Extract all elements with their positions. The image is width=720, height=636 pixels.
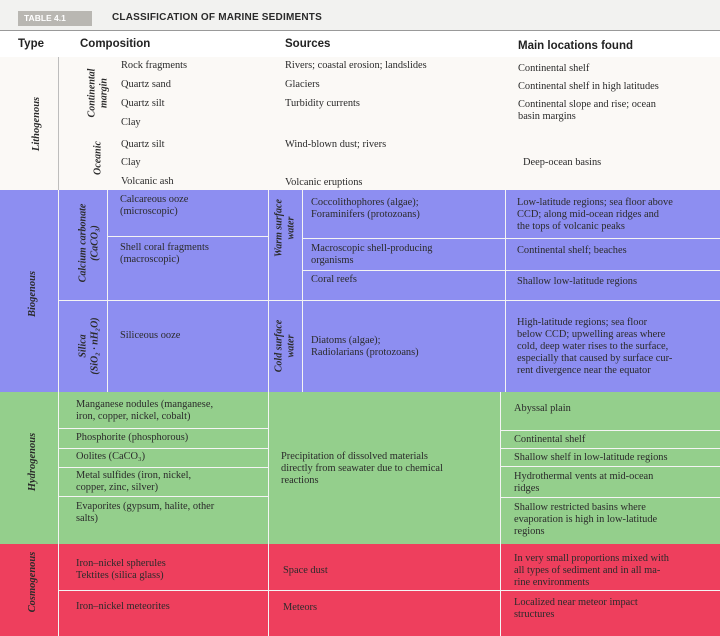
bio-row-line-shell — [107, 236, 268, 237]
header-sources: Sources — [285, 38, 331, 50]
sub-calcium-carbonate — [78, 204, 101, 283]
litho-clay: Clay — [121, 117, 141, 128]
litho-quartz-sand: Quartz sand — [121, 79, 171, 90]
title-bar — [0, 0, 720, 30]
hydro-metal-sulfides-2: copper, zinc, silver) — [76, 482, 159, 493]
litho-loc-shelf: Continental shelf — [518, 63, 590, 74]
sub-continental-margin-line-1: Continental — [86, 68, 98, 118]
hydro-row-line-2 — [58, 448, 268, 449]
sub-cold-surface-line-2: water — [285, 334, 296, 358]
bio-row-line-coral — [302, 270, 720, 271]
hydro-loc-line-2 — [500, 448, 720, 449]
table-label: TABLE 4.1 — [24, 13, 66, 23]
hydro-loc-basins-2: evaporation is high in low-latitude — [514, 514, 658, 525]
bio-col-line-4 — [302, 190, 303, 392]
litho-loc-slope-1: Continental slope and rise; ocean — [518, 99, 656, 110]
bio-coccolithophores-2: Foraminifers (protozoans) — [311, 209, 420, 220]
hydro-manganese-1: Manganese nodules (manganese, — [76, 399, 214, 410]
hydro-evaporites-2: salts) — [76, 513, 98, 524]
litho-loc-slope-2: basin margins — [518, 111, 576, 122]
header-composition: Composition — [80, 38, 151, 50]
cosmo-loc-impact-2: structures — [514, 609, 555, 620]
sub-warm-surface-line-1: Warm surface — [273, 199, 285, 257]
bio-loc-low-latitude-2: CCD; along mid-ocean ridges and — [517, 209, 659, 220]
hydro-phosphorite: Phosphorite (phosphorous) — [76, 432, 189, 443]
hydro-loc-vents-1: Hydrothermal vents at mid-ocean — [514, 471, 654, 482]
sub-calcium-carbonate-line-1: Calcium carbonate — [77, 203, 89, 283]
bio-calcareous-2: (microscopic) — [120, 206, 178, 217]
litho-source-wind: Wind-blown dust; rivers — [285, 139, 387, 150]
bio-col-line-5 — [505, 190, 506, 392]
litho-source-volcanic: Volcanic eruptions — [285, 177, 363, 188]
bio-shell-coral-2: (macroscopic) — [120, 254, 180, 265]
litho-divider — [58, 57, 59, 190]
sub-silica-line-1: Silica — [77, 334, 89, 358]
litho-source-glaciers: Glaciers — [285, 79, 320, 90]
hydro-row-line-1 — [58, 428, 268, 429]
bio-shell-coral-1: Shell coral fragments — [120, 242, 209, 253]
type-biogenous: Biogenous — [27, 270, 38, 318]
litho-loc-deep: Deep-ocean basins — [523, 157, 602, 168]
hydro-oolites: Oolites (CaCO₃) — [76, 451, 146, 462]
hydro-loc-line-4 — [500, 497, 720, 498]
bio-col-line-1 — [58, 190, 59, 392]
sub-silica-line-2: (SiO₂ · nH₂O) — [89, 317, 100, 375]
cosmo-loc-impact-1: Localized near meteor impact — [514, 597, 638, 608]
bio-loc-high-latitude-1: High-latitude regions; sea floor — [517, 317, 648, 328]
sub-silica — [78, 317, 101, 374]
bio-loc-shelf-beaches: Continental shelf; beaches — [517, 245, 627, 256]
bio-row-line-cc — [58, 300, 720, 301]
cosmo-space-dust: Space dust — [283, 565, 328, 576]
bio-coral-reefs: Coral reefs — [311, 274, 357, 285]
bio-diatoms-2: Radiolarians (protozoans) — [311, 347, 419, 358]
bio-loc-low-latitude-1: Low-latitude regions; sea floor above — [517, 197, 673, 208]
cosmo-loc-small-1: In very small proportions mixed with — [514, 553, 669, 564]
cosmo-row-line — [58, 590, 720, 591]
bio-col-line-2 — [107, 190, 108, 392]
litho-oceanic-clay: Clay — [121, 157, 141, 168]
hydro-col-line-2 — [268, 392, 269, 544]
sub-calcium-carbonate-line-2: (CaCO₃) — [89, 225, 100, 261]
bio-diatoms-1: Diatoms (algae); — [311, 335, 381, 346]
cosmo-spherules-1: Iron–nickel spherules — [76, 558, 166, 569]
header-type: Type — [18, 38, 44, 50]
sub-oceanic: Oceanic — [92, 141, 104, 175]
hydro-loc-shallow-shelf: Shallow shelf in low-latitude regions — [514, 452, 668, 463]
table-title: CLASSIFICATION OF MARINE SEDIMENTS — [112, 12, 322, 23]
type-cosmogenous: Cosmogenous — [27, 551, 38, 613]
sub-cold-surface — [274, 320, 297, 373]
bio-col-line-3 — [268, 190, 269, 392]
type-lithogenous: Lithogenous — [31, 96, 42, 152]
cosmo-loc-small-3: rine environments — [514, 577, 590, 588]
hydro-loc-line-3 — [500, 466, 720, 467]
hydro-loc-abyssal: Abyssal plain — [514, 403, 571, 414]
hydro-col-line-3 — [500, 392, 501, 544]
litho-source-turbidity: Turbidity currents — [285, 98, 360, 109]
hydro-source-2: directly from seawater due to chemical — [281, 463, 443, 474]
hydro-loc-shelf: Continental shelf — [514, 434, 586, 445]
bio-loc-high-latitude-2: below CCD; upwelling areas where — [517, 329, 666, 340]
sub-warm-surface — [274, 199, 297, 257]
hydro-row-line-3 — [58, 467, 268, 468]
litho-loc-shelf-high: Continental shelf in high latitudes — [518, 81, 659, 92]
litho-oceanic-quartz-silt: Quartz silt — [121, 139, 165, 150]
hydro-metal-sulfides-1: Metal sulfides (iron, nickel, — [76, 470, 192, 481]
litho-volcanic-ash: Volcanic ash — [121, 176, 174, 187]
bio-loc-high-latitude-3: cold, deep water rises to the surface, — [517, 341, 669, 352]
bio-loc-low-latitude-3: the tops of volcanic peaks — [517, 221, 625, 232]
bio-row-line-macro — [302, 238, 720, 239]
bio-siliceous: Siliceous ooze — [120, 330, 181, 341]
litho-quartz-silt: Quartz silt — [121, 98, 165, 109]
bio-macroscopic-1: Macroscopic shell-producing — [311, 243, 433, 254]
cosmo-loc-small-2: all types of sediment and in all ma- — [514, 565, 661, 576]
bio-coccolithophores-1: Coccolithophores (algae); — [311, 197, 419, 208]
bio-macroscopic-2: organisms — [311, 255, 354, 266]
sub-warm-surface-line-2: water — [285, 216, 296, 240]
type-hydrogenous: Hydrogenous — [27, 432, 38, 492]
hydro-loc-basins-3: regions — [514, 526, 545, 537]
bio-loc-shallow-low: Shallow low-latitude regions — [517, 276, 638, 287]
hydro-manganese-2: iron, copper, nickel, cobalt) — [76, 411, 191, 422]
bio-loc-high-latitude-4: especially that caused by surface cur- — [517, 353, 673, 364]
sub-cold-surface-line-1: Cold surface — [273, 319, 285, 373]
litho-rock-fragments: Rock fragments — [121, 60, 188, 71]
litho-source-rivers: Rivers; coastal erosion; landslides — [285, 60, 427, 71]
hydro-row-line-4 — [58, 496, 268, 497]
hydro-col-line-1 — [58, 392, 59, 544]
cosmo-meteorites: Iron–nickel meteorites — [76, 601, 170, 612]
hydro-loc-line-1 — [500, 430, 720, 431]
hydro-loc-vents-2: ridges — [514, 483, 540, 494]
hydro-evaporites-1: Evaporites (gypsum, halite, other — [76, 501, 215, 512]
hydro-loc-basins-1: Shallow restricted basins where — [514, 502, 646, 513]
hydro-source-1: Precipitation of dissolved materials — [281, 451, 428, 462]
sub-continental-margin-line-2: margin — [98, 78, 109, 109]
cosmo-spherules-2: Tektites (silica glass) — [76, 570, 164, 581]
bio-loc-high-latitude-5: rent divergence near the equator — [517, 365, 651, 376]
bio-calcareous-1: Calcareous ooze — [120, 194, 189, 205]
header-locations: Main locations found — [518, 40, 633, 52]
sub-continental-margin — [87, 69, 110, 118]
hydro-source-3: reactions — [281, 475, 319, 486]
cosmo-meteors: Meteors — [283, 602, 318, 613]
